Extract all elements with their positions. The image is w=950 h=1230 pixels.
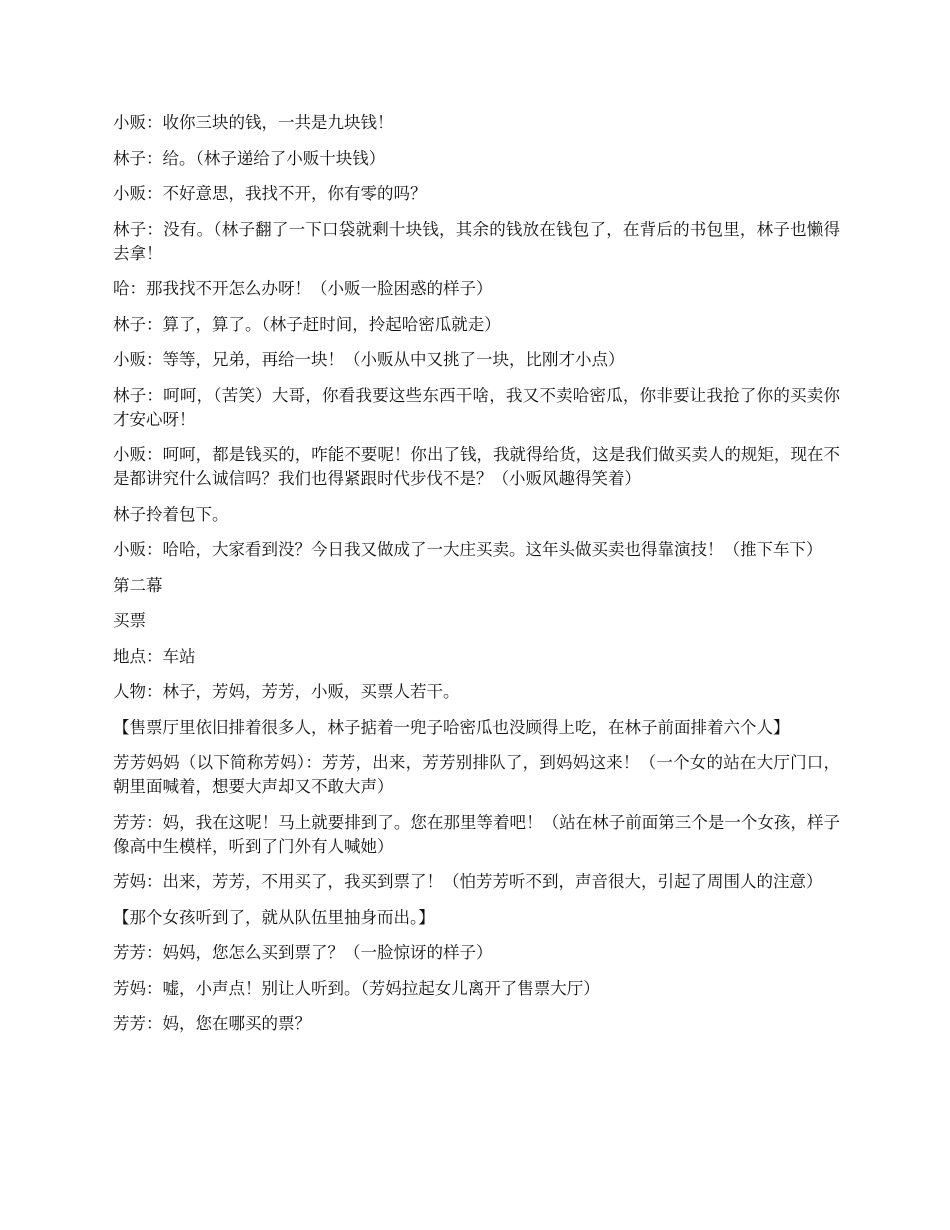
paragraph: 芳芳：妈，我在这呢！马上就要排到了。您在那里等着吧！（站在林子前面第三个是一个女孩，样子像高中生模样，听到了门外有人喊她） [113,812,840,856]
paragraph: 芳妈：嘘，小声点！别让人听到。（芳妈拉起女儿离开了售票大厅） [113,978,600,998]
paragraph: 芳芳妈妈（以下简称芳妈）：芳芳，出来，芳芳别排队了，到妈妈这来！（一个女的站在大厅门口，朝里面喊着，想要大声却又不敢大声） [113,753,840,796]
paragraph: 芳芳：妈妈，您怎么买到票了？（一脸惊讶的样子） [113,943,493,962]
paragraph: 林子：呵呵，（苦笑）大哥，你看我要这些东西干啥，我又不卖哈密瓜，你非要让我抢了你的买卖你才安心呀！ [113,385,840,429]
paragraph: 林子拎着包下。 [113,504,229,524]
paragraph: 小贩：等等，兄弟，再给一块！（小贩从中又挑了一块，比刚才小点） [113,350,625,369]
paragraph: 林子：给。（林子递给了小贩十块钱） [113,148,386,168]
document-body [113,111,840,1048]
paragraph: 芳芳：妈，您在哪买的票？ [113,1014,311,1033]
paragraph: 小贩：哈哈，大家看到没？今日我又做成了一大庄买卖。这年头做买卖也得靠演技！（推下车下） [113,540,823,559]
paragraph: 林子：没有。（林子翻了一下口袋就剩十块钱，其余的钱放在钱包了，在背后的书包里，林子也懒得去拿！ [113,219,840,263]
paragraph: 林子：算了，算了。（林子赶时间，拎起哈密瓜就走） [113,314,501,334]
paragraph: 芳妈：出来，芳芳，不用买了，我买到票了！（怕芳芳听不到，声音很大，引起了周围人的注意） [113,872,823,891]
location-line: 地点：车站 [113,646,196,666]
paragraph: 小贩：呵呵，都是钱买的，咋能不要呢！你出了钱，我就得给货，这是我们做买卖人的规矩，现在不是都讲究什么诚信吗？我们也得紧跟时代步伐不是？（小贩风趣得笑着） [113,445,840,488]
paragraph: 小贩：收你三块的钱，一共是九块钱！ [113,113,394,132]
act-heading: 第二幕 [113,575,163,595]
paragraph: 小贩：不好意思，我找不开，你有零的吗？ [113,184,427,203]
paragraph: 哈：那我找不开怎么办呀！（小贩一脸困惑的样子） [113,279,493,298]
scene-title: 买票 [113,611,146,630]
stage-direction: 【售票厅里依旧排着很多人，林子掂着一兜子哈密瓜也没顾得上吃，在林子前面排着六个人】 [113,717,790,737]
characters-line: 人物：林子，芳妈，芳芳，小贩，买票人若干。 [113,682,460,701]
stage-direction: 【那个女孩听到了，就从队伍里抽身而出。】 [113,907,435,927]
